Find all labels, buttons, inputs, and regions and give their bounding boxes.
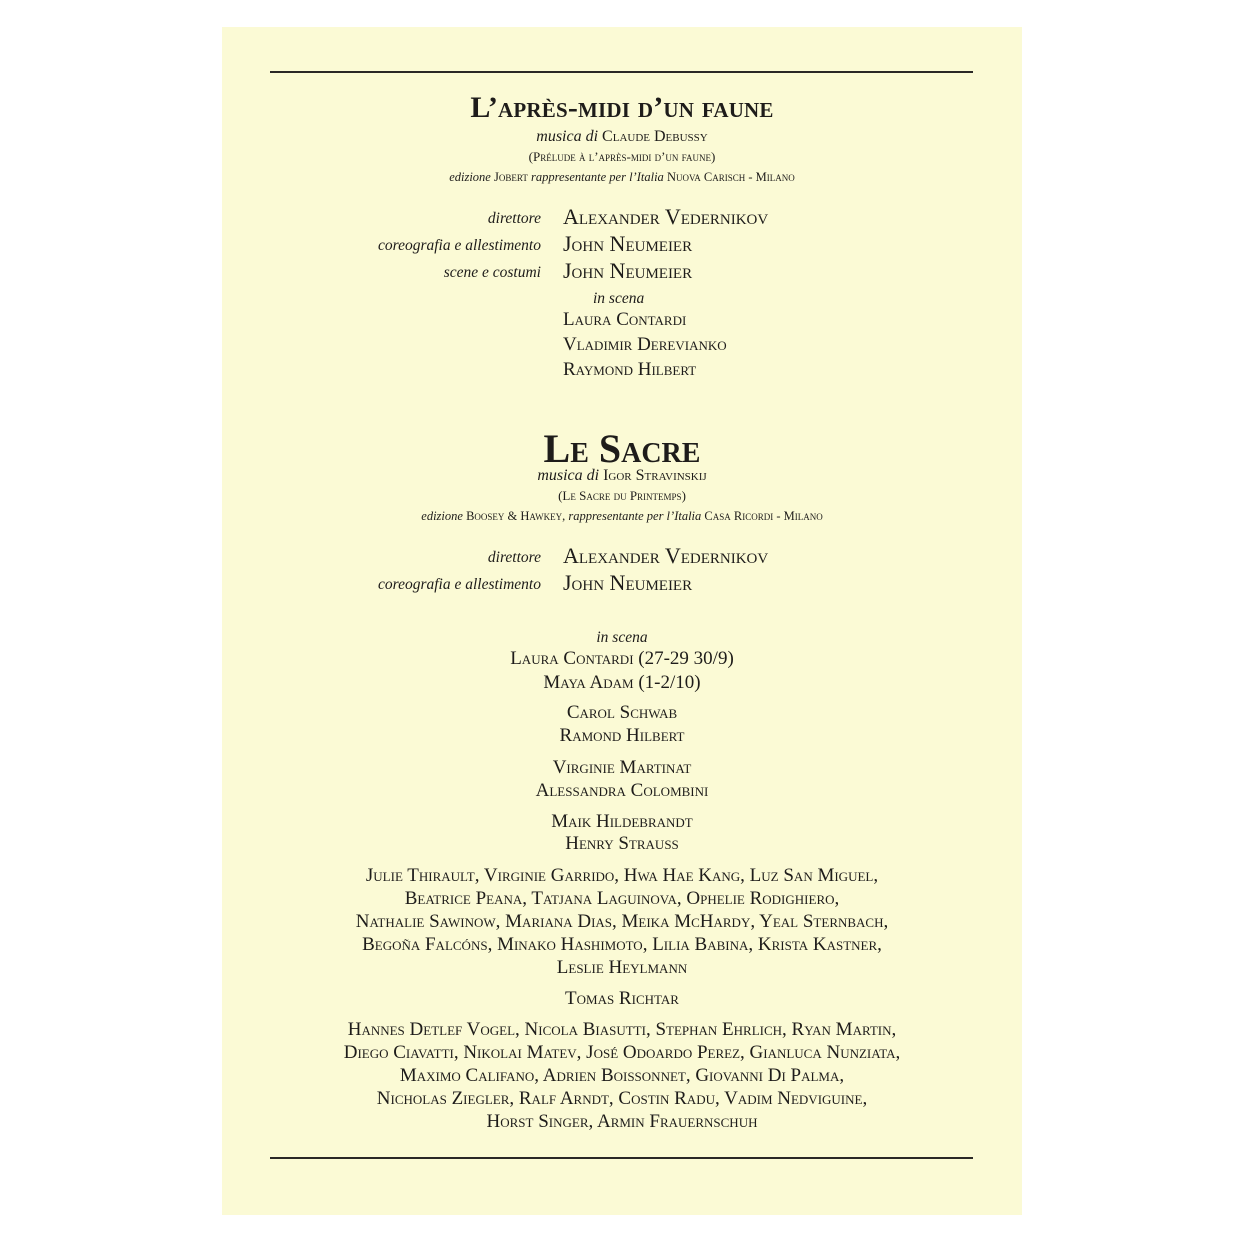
sacre-cast-line: Leslie Heylmann [556, 957, 688, 978]
faune-cast-member: Vladimir Derevianko [563, 334, 727, 355]
faune-credit-conductor [222, 203, 1022, 230]
sacre-cast-line: Maximo Califano, Adrien Boissonnet, Giovanni Di Palma, [399, 1065, 845, 1086]
sacre-cast-line: Laura Contardi (27-29 30/9) [510, 648, 734, 669]
faune-title: L’après-midi d’un faune [470, 91, 774, 124]
sacre-composer: Igor Stravinskij [603, 467, 707, 484]
sacre-edition [222, 509, 1022, 524]
sacre-cast-line: Tomas Richtar [565, 988, 679, 1009]
sacre-edition-p2: rappresentante per l’Italia [568, 509, 702, 523]
sacre-title: Le Sacre [543, 426, 701, 471]
sacre-cast-line: Julie Thirault, Virginie Garrido, Hwa Hae Kang, Luz San Miguel, [365, 865, 879, 886]
sacre-original-title: (Le Sacre du Printemps) [558, 488, 686, 503]
sacre-cast-line: Henry Strauß [565, 833, 679, 854]
sacre-cast-line: Horst Singer, Armin Frauernschuh [486, 1111, 758, 1132]
faune-edition-representative: Nuova Carisch - Milano [666, 170, 795, 184]
faune-musica-prefix: musica di [536, 128, 599, 145]
credit-name: John Neumeier [563, 258, 693, 283]
credit-role: scene e costumi [443, 264, 541, 281]
top-rule [270, 71, 973, 73]
sacre-cast-line: Carol Schwab [566, 702, 678, 723]
sacre-musica-prefix: musica di [537, 467, 600, 484]
faune-original-title: (Prélude à l’après-midi d’un faune) [528, 149, 716, 164]
faune-edition-p2: rappresentante per l’Italia [530, 170, 664, 184]
credit-role: direttore [487, 549, 541, 566]
faune-cast-heading: in scena [593, 290, 645, 307]
bottom-rule [270, 1157, 973, 1159]
credit-name: Alexander Vedernikov [563, 204, 769, 229]
sacre-credit-conductor [222, 542, 1022, 569]
sacre-credit-choreography [222, 569, 1022, 596]
sacre-cast-line: Nathalie Sawinow, Mariana Dias, Meika McHardy, Yeal Sternbach, [355, 911, 889, 932]
faune-cast-member: Raymond Hilbert [563, 359, 697, 380]
faune-edition [222, 170, 1022, 185]
sacre-cast-line: Nicholas Ziegler, Ralf Arndt, Costin Radu, Vadim Nedviguine, [376, 1088, 868, 1109]
credit-name: John Neumeier [563, 570, 693, 595]
sacre-cast-line: Ramond Hilbert [559, 725, 685, 746]
sacre-music-credit [222, 467, 1022, 485]
credit-name: Alexander Vedernikov [563, 543, 769, 568]
sacre-cast-line: Diego Ciavatti, Nikolai Matev, José Odoardo Perez, Gianluca Nunziata, [343, 1042, 901, 1063]
sacre-cast-line: Maik Hildebrandt [551, 811, 693, 832]
sacre-cast-line: Hannes Detlef Vogel, Nicola Biasutti, Stephan Ehrlich, Ryan Martin, [347, 1019, 897, 1040]
programme-page [222, 27, 1022, 1215]
credit-role: coreografia e allestimento [377, 576, 541, 593]
sacre-cast-line: Beatrice Peana, Tatjana Laguinova, Ophelie Rodighiero, [404, 888, 840, 909]
sacre-cast-line: Alessandra Colombini [535, 780, 709, 801]
sacre-edition-publisher: Boosey & Hawkey, [466, 509, 566, 523]
faune-composer: Claude Debussy [602, 128, 708, 145]
faune-music-credit [222, 128, 1022, 146]
sacre-cast-line: Maya Adam (1-2/10) [543, 672, 701, 693]
sacre-cast-line: Begoña Falcóns, Minako Hashimoto, Lilia Babina, Krista Kastner, [362, 934, 882, 955]
faune-credit-choreography [222, 230, 1022, 257]
faune-edition-p1: edizione [449, 170, 491, 184]
sacre-cast-line: Virginie Martinat [552, 757, 692, 778]
faune-edition-publisher: Jobert [494, 170, 528, 184]
faune-cast-member: Laura Contardi [563, 309, 687, 330]
sacre-edition-p1: edizione [421, 509, 463, 523]
sacre-edition-representative: Casa Ricordi - Milano [704, 509, 823, 523]
credit-role: coreografia e allestimento [377, 237, 541, 254]
credit-name: John Neumeier [563, 231, 693, 256]
credit-role: direttore [487, 210, 541, 227]
sacre-cast-heading: in scena [596, 629, 648, 646]
faune-credit-sets [222, 257, 1022, 284]
